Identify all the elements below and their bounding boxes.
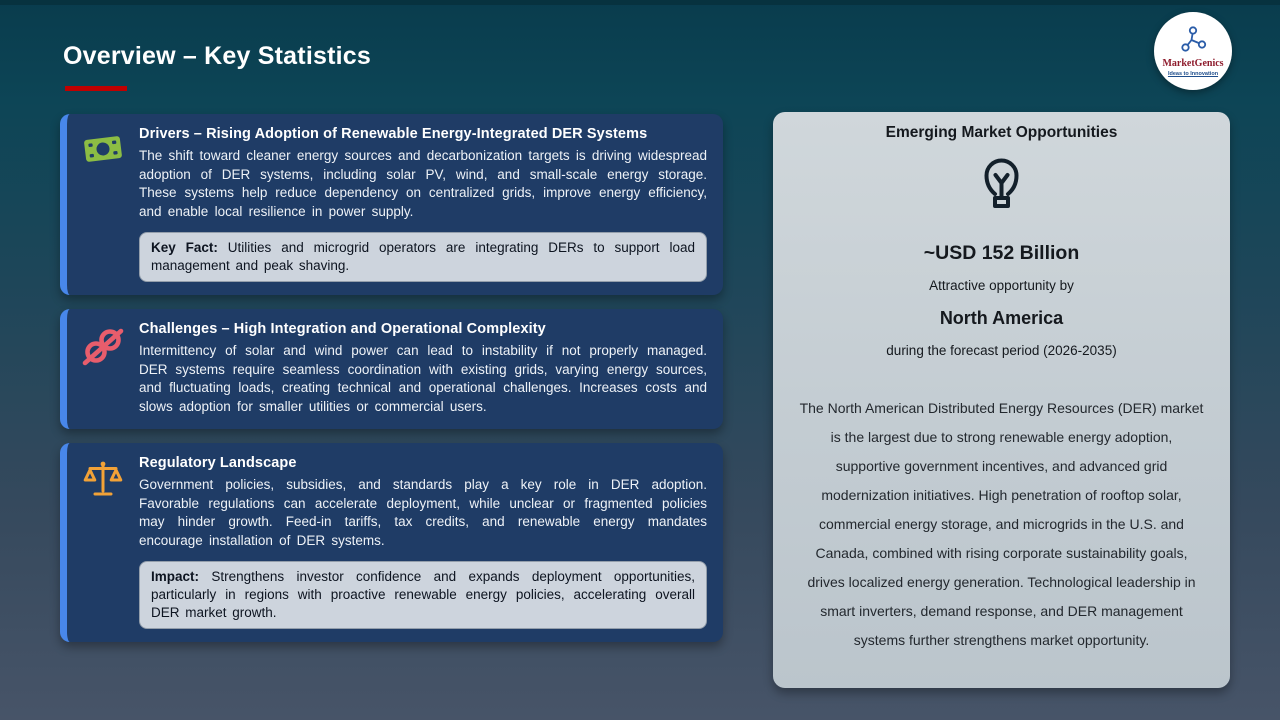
broken-link-icon xyxy=(67,321,139,416)
impact-text: Strengthens investor confidence and expands deployment opportunities, particularly in regions with proactive renewable energy policies, accelerating overall DER market growth. xyxy=(151,569,695,620)
top-edge-strip xyxy=(0,0,1280,5)
lightbulb-icon xyxy=(797,155,1206,217)
regulatory-card xyxy=(60,443,723,642)
forecast-period: during the forecast period (2026-2035) xyxy=(886,343,1117,358)
left-card-column xyxy=(60,114,723,642)
scales-icon xyxy=(67,455,139,629)
impact-box xyxy=(139,561,707,629)
drivers-card xyxy=(60,114,723,295)
opportunity-region: North America xyxy=(939,308,1064,328)
opportunity-subtitle: Attractive opportunity by xyxy=(929,278,1074,293)
challenges-card-content xyxy=(139,321,707,416)
market-value: ~USD 152 Billion xyxy=(923,242,1080,264)
drivers-card-content xyxy=(139,126,707,282)
opportunity-description: The North American Distributed Energy Resources (DER) market is the largest due to strong renewable energy adoption, supportive government incentives, and advanced grid modernization initiatives. High penetration of rooftop solar, commercial energy storage, and microgrids in the U.S. and Canada, combined with rising corporate sustainability goals, drives localized energy generation. Technological leadership in smart inverters, demand response, and DER management systems further strengthens market opportunity. xyxy=(799,400,1204,648)
key-fact-text: Utilities and microgrid operators are integrating DERs to support load management and peak shaving. xyxy=(151,240,695,273)
key-fact-label: Key Fact: xyxy=(151,240,218,255)
regulatory-card-body: Government policies, subsidies, and standards play a key role in DER adoption. Favorable regulations can accelerate deployment, while unclear or fragmented policies may hinder growth. Feed-in tariffs, tax credits, and renewable energy mandates encourage installation of DER systems. xyxy=(139,477,707,548)
logo xyxy=(1154,12,1232,90)
logo-tagline: Ideas to Innovation xyxy=(1167,70,1219,77)
key-fact-box xyxy=(139,232,707,282)
challenges-card xyxy=(60,309,723,429)
opportunity-panel xyxy=(773,112,1230,688)
challenges-card-body: Intermittency of solar and wind power can lead to instability if not properly managed. DER systems require seamless coordination with existing grids, varying energy sources, and fluctuating loads, creating technical and operational challenges. Increases costs and slows adoption for smaller utilities or commercial users. xyxy=(139,343,707,414)
regulatory-card-title: Regulatory Landscape xyxy=(139,455,297,471)
page-title: Overview – Key Statistics xyxy=(63,42,371,70)
banknote-icon xyxy=(67,126,139,282)
challenges-card-title: Challenges – High Integration and Operational Complexity xyxy=(139,321,546,337)
title-underline xyxy=(65,86,127,91)
logo-name: MarketGenics xyxy=(1162,57,1224,69)
impact-label: Impact: xyxy=(151,569,200,584)
molecule-icon xyxy=(1178,26,1208,57)
drivers-card-title: Drivers – Rising Adoption of Renewable Energy-Integrated DER Systems xyxy=(139,126,648,142)
opportunity-panel-title: Emerging Market Opportunities xyxy=(885,124,1118,141)
drivers-card-body: The shift toward cleaner energy sources and decarbonization targets is driving widespread adoption of DER systems, including solar PV, wind, and small-scale energy storage. These systems help reduce dependency on centralized grids, improve energy efficiency, and enable local resilience in power supply. xyxy=(139,148,707,219)
regulatory-card-content xyxy=(139,455,707,629)
